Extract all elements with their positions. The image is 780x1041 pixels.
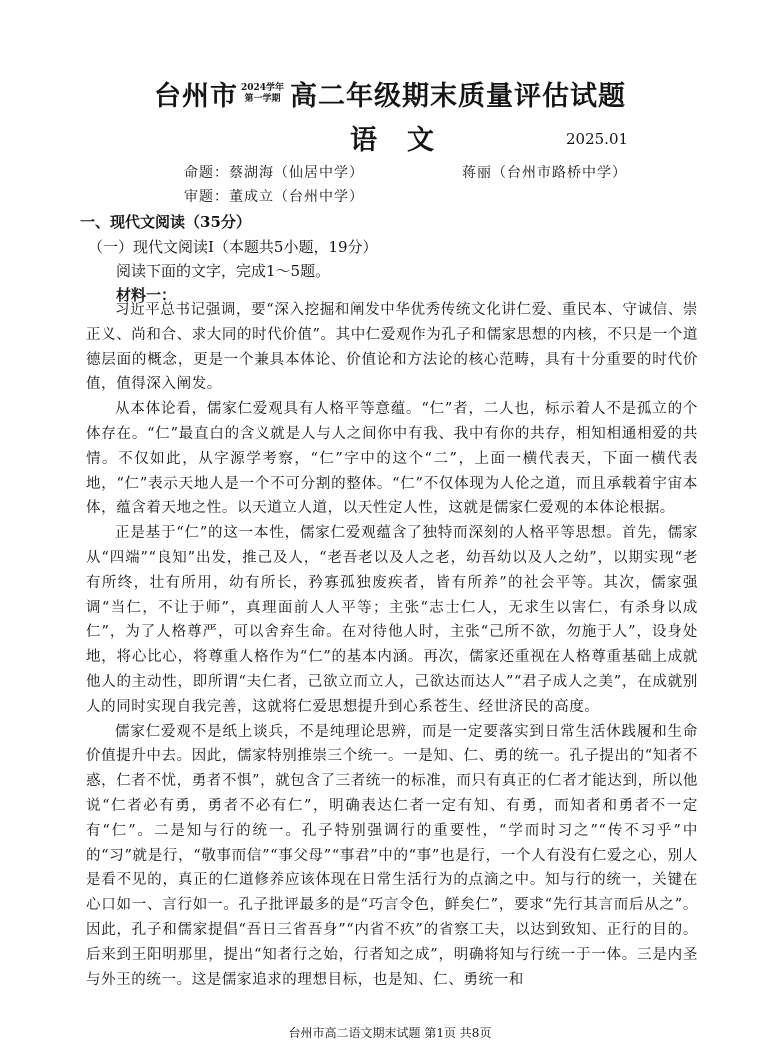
title-rest: 高二年级期末质量评估试题 xyxy=(290,81,627,112)
title-term-semester: 第一学期 xyxy=(244,93,281,104)
passage-body xyxy=(86,298,698,992)
section-heading: 一、现代文阅读（35分） xyxy=(80,213,251,231)
paragraph: 儒家仁爱观不是纸上谈兵，不是纯理论思辨，而是一定要落实到日常生活休践履和生命价值提升中去。因此，儒家特别推崇三个统一。一是知、仁、勇的统一。孔子提出的“知者不惑，仁者不忧，勇者不惧”，就包含了三者统一的标准，而只有真正的仁者才能达到，所以他说“仁者必有勇，勇者不必有仁”，明确表达仁者一定有知、有勇，而知者和勇者不一定有“仁”。二是知与行的统一。孔子特别强调行的重要性，“学而时习之”“传不习乎”中的“习”就是行，“敬事而信”“事父母”“事君”中的“事”也是行，一个人有没有仁爱之心，别人是看不见的，真正的仁道修养应该体现在日常生活行为的点滴之中。知与行的统一，关键在心口如一、言行如一。孔子批评最多的是“巧言令色，鲜矣仁”，要求“先行其言而后从之”。因此，孔子和儒家提倡“吾日三省吾身”“内省不疚”的省察工夫，以达到致知、正行的目的。后来到王阳明那里，提出“知者行之始，行者知之成”，明确将知与行统一于一体。三是内圣与外王的统一。这是儒家追求的理想目标，也是知、仁、勇统一和 xyxy=(86,723,699,988)
paragraph: 从本体论看，儒家仁爱观具有人格平等意蕴。“仁”者，二人也，标示着人不是孤立的个体存在。“仁”最直白的含义就是人与人之间你中有我、我中有你的共存，相知相通相爱的共情。不仅如此，从字源学考察，“仁”字中的这个“二”，上面一横代表天，下面一横代表地，“仁”表示天地人是一个不可分割的整体。“仁”不仅体现为人伦之道，而且承载着宇宙本体，蕴含着天地之性。以天道立人道，以天性定人性，这就是儒家仁爱观的本体论根据。 xyxy=(86,401,698,517)
credit-author-2: 蒋丽（台州市路桥中学） xyxy=(462,165,627,181)
title-term-year: 2024学年 xyxy=(240,82,285,93)
exam-date: 2025.01 xyxy=(566,130,629,148)
reading-instruction: 阅读下面的文字，完成1～5题。 xyxy=(116,262,331,280)
title-city: 台州市 xyxy=(153,81,238,112)
paragraph: 正是基于“仁”的这一本性，儒家仁爱观蕴含了独特而深刻的人格平等思想。首先，儒家从“四端”“良知”出发，推己及人，“老吾老以及人之老，幼吾幼以及人之幼”，以期实现“老有所终，壮有所用，幼有所长，矜寡孤独废疾者，皆有所养”的社会平等。其次，儒家强调“当仁，不让于师”，真理面前人人平等；主张“志士仁人，无求生以害仁，有杀身以成仁”，为了人格尊严，可以舍弃生命。在对待他人时，主张“己所不欲，勿施于人”，设身处地，将心比心，将尊重人格作为“仁”的基本内涵。再次，儒家还重视在人格尊重基础上成就他人的主动性，即所谓“夫仁者，己欲立而立人，己欲达而达人”“君子成人之美”，在成就别人的同时实现自我完善，这就将仁爱思想提升到心系苍生、经世济民的高度。 xyxy=(86,525,698,715)
credit-author-1: 命题：蔡湖海（仙居中学） xyxy=(184,165,364,181)
credit-reviewer: 审题：董成立（台州中学） xyxy=(184,189,364,205)
exam-title xyxy=(0,74,780,113)
subject-title: 语文 xyxy=(350,125,464,156)
material-label: 材料一： xyxy=(116,286,177,304)
title-term xyxy=(241,83,284,105)
subsection-heading: （一）现代文阅读Ⅰ（本题共5小题，19分） xyxy=(88,238,378,256)
paragraph: 习近平总书记强调，要“深入挖掘和阐发中华优秀传统文化讲仁爱、重民本、守诚信、崇正义、尚和合、求大同的时代价值”。其中仁爱观作为孔子和儒家思想的内核，不只是一个道德层面的概念，更是一个兼具本体论、价值论和方法论的核心范畴，具有十分重要的时代价值，值得深入阐发。 xyxy=(86,302,699,393)
page-footer: 台州市高二语文期末试题 第1页 共8页 xyxy=(288,1026,492,1040)
